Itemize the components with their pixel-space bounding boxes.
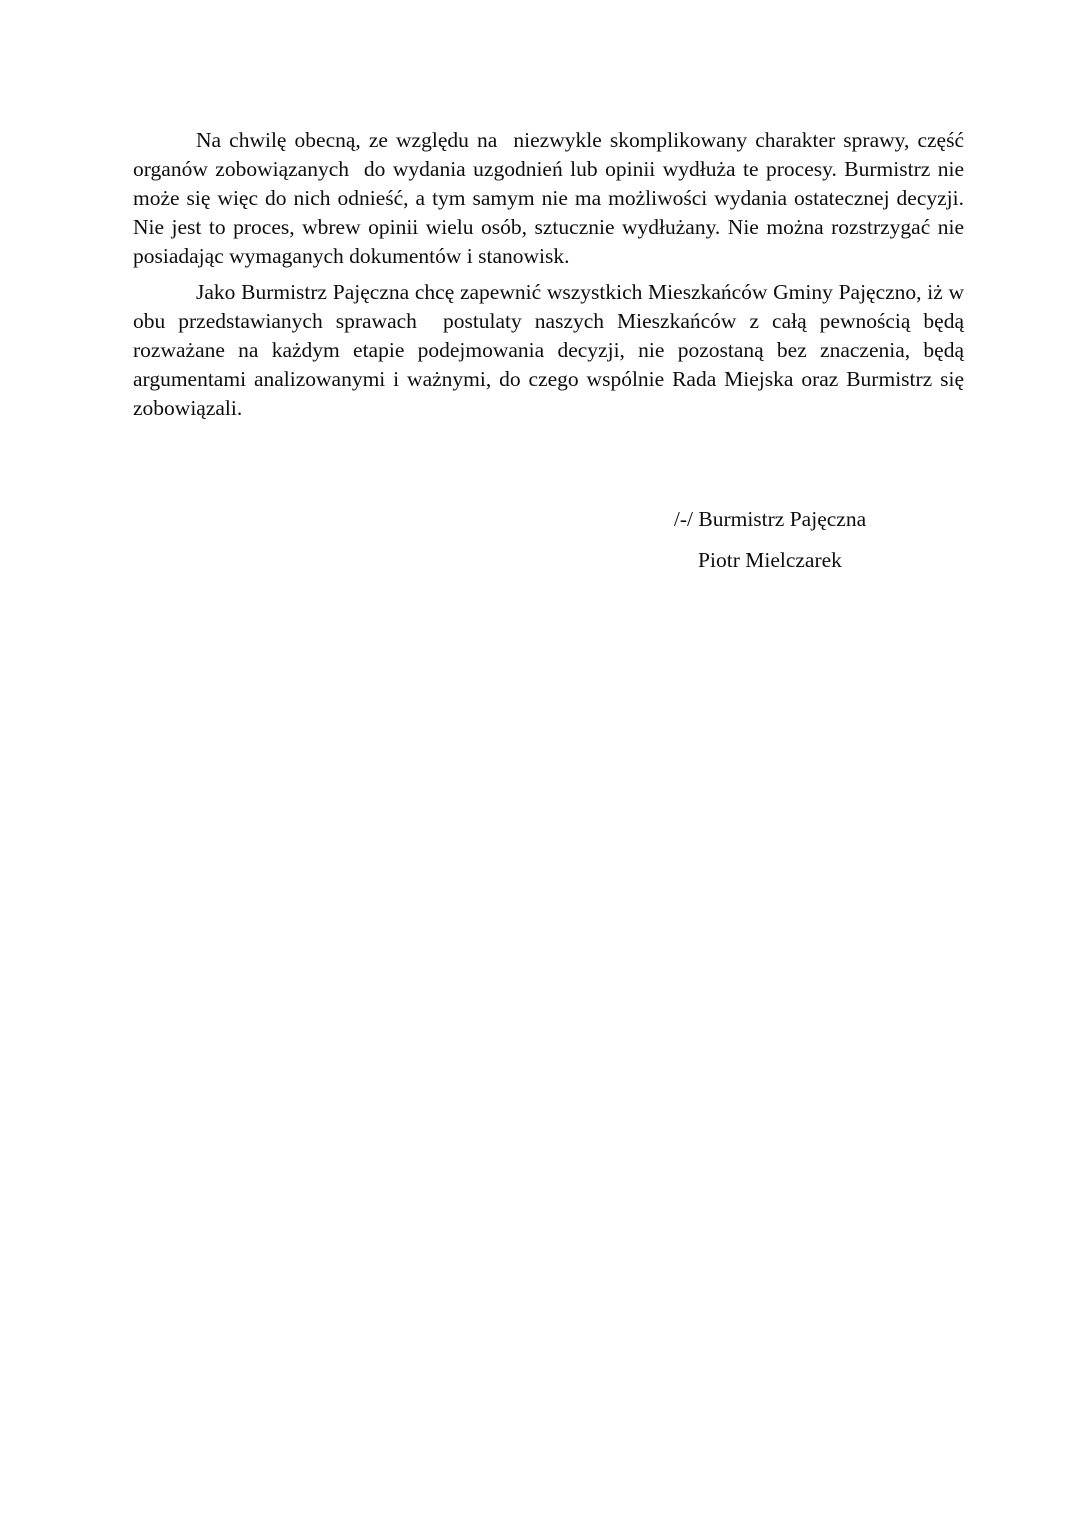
signature-block <box>620 505 920 575</box>
signature-title: /-/ Burmistrz Pajęczna <box>673 507 867 531</box>
letter-body <box>133 126 970 575</box>
paragraph-mayor-assurance: Jako Burmistrz Pajęczna chcę zapewnić wszystkich Mieszkańców Gminy Pajęczno, iż w obu przedstawianych sprawach postulaty naszych Mieszkańców z całą pewnością będą rozważane na każdym etapie podejmowania decyzji, nie pozostaną bez znaczenia, będą argumentami analizowanymi i ważnymi, do czego wspólnie Rada Miejska oraz Burmistrz się zobowiązali. <box>133 280 970 420</box>
paragraph-status-update: Na chwilę obecną, ze względu na niezwykle skomplikowany charakter sprawy, część organów zobowiązanych do wydania uzgodnień lub opinii wydłuża te procesy. Burmistrz nie może się więc do nich odnieść, a tym samym nie ma możliwości wydania ostatecznej decyzji. Nie jest to proces, wbrew opinii wielu osób, sztucznie wydłużany. Nie można rozstrzygać nie posiadając wymaganych dokumentów i stanowisk. <box>133 128 970 268</box>
signature-name: Piotr Mielczarek <box>698 548 842 572</box>
